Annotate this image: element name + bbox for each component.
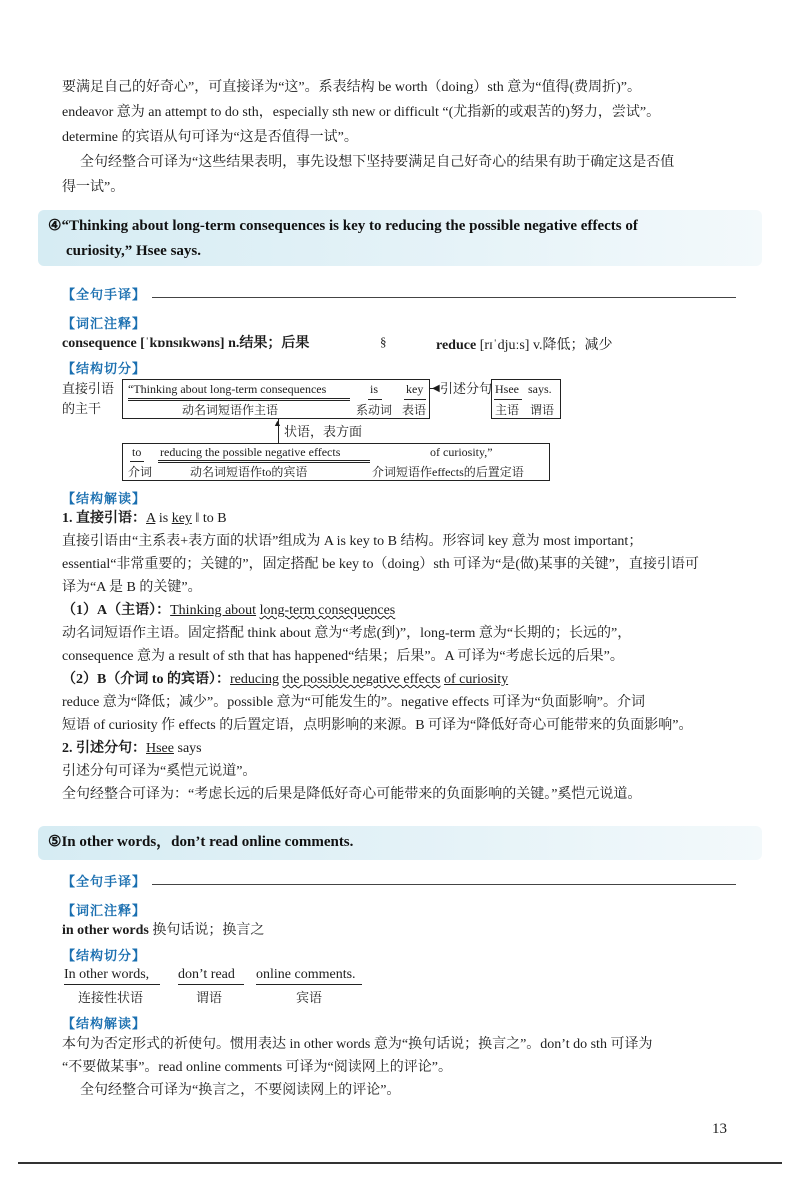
diagram-connector-arrow: ▲	[273, 418, 282, 428]
cut-5-sub-b: 谓语	[196, 990, 223, 1005]
diagram-sub-b: 动名词短语作to的宾语	[190, 465, 308, 479]
cut-5-b: don’t read	[178, 967, 235, 982]
page-number: 13	[712, 1121, 727, 1137]
label-full-translation: 【全句手译】	[62, 288, 147, 303]
label-vocab-5: 【词汇注释】	[62, 904, 147, 919]
diagram-phrase-c: of curiosity,”	[430, 445, 493, 459]
diagram-reporting-label: 引述分句	[440, 381, 493, 396]
explain-1-title: 1. 直接引语：	[62, 511, 146, 526]
explain-2-phrase-1: Hsee	[146, 741, 174, 756]
vocab-in-other-words-word: in other words	[62, 923, 149, 938]
translation-blank-line[interactable]	[152, 297, 736, 298]
diagram-underline-key	[404, 399, 426, 400]
explain-b-phrase-1: reducing	[230, 672, 279, 687]
label-structure-cut-5: 【结构切分】	[62, 949, 147, 964]
explain-1-line-2: essential“非常重要的；关键的”，固定搭配 be key to（doing）sth 可译为“是(做)某事的关键”，直接引语可	[62, 557, 699, 572]
diagram-sub-c: 介词短语作effects的后置定语	[372, 465, 524, 479]
explain-b-phrase-3: of curiosity	[443, 672, 509, 687]
explain-2-line-2: 全句经整合可译为：“考虑长远的后果是降低好奇心可能带来的负面影响的关键。”奚恺元说道。	[62, 787, 642, 802]
vocab-in-other-words-def: 换句话说；换言之	[148, 923, 265, 938]
vocab-in-other-words	[62, 921, 752, 941]
explain-b-line-1: reduce 意为“降低；减少”。possible 意为“可能发生的”。negative effects 可译为“负面影响”。介词	[62, 695, 645, 710]
vocab-consequence	[62, 334, 752, 354]
explain-b-head	[62, 670, 752, 690]
explain-1-line-1: 直接引语由“主系表+表方面的状语”组成为 A is key to B 结构。形容词 key 意为 most important；	[62, 534, 643, 549]
explain-a-line-2: consequence 意为 a result of sth that has happened“结果；后果”。A 可译为“考虑长远的后果”。	[62, 649, 624, 664]
diagram-middle-note: 状语，表方面	[284, 424, 363, 439]
intro-line-4: 全句经整合可译为“这些结果表明，事先设想下坚持要满足自己好奇心的结果有助于确定这是否值	[80, 155, 675, 170]
diagram-to: to	[132, 445, 142, 459]
diagram-sub-key: 表语	[402, 403, 427, 417]
diagram-arrow-head: ◀	[432, 383, 440, 394]
diagram-underline-to	[130, 461, 144, 462]
diagram-key: key	[406, 382, 424, 396]
formula-key: key	[171, 511, 192, 526]
cut-5-a-underline	[64, 984, 160, 985]
explain-a-phrase-1: Thinking about	[170, 603, 257, 618]
diagram-says: says.	[528, 382, 552, 396]
explain-b-title: （2）B（介词 to 的宾语）：	[62, 672, 230, 687]
bottom-rule	[18, 1162, 782, 1164]
diagram-hsee: Hsee	[495, 382, 519, 396]
explain-1-line-3: 译为“A 是 B 的关键”。	[62, 580, 202, 595]
vocab-separator: §	[380, 334, 387, 349]
explain-2-phrase-2: says	[174, 741, 202, 756]
explain-b-phrase-2: the possible negative effects	[282, 672, 441, 687]
diagram-sub-is: 系动词	[356, 403, 393, 417]
vocab-reduce-word: reduce	[436, 338, 477, 353]
explain-a-phrase-2: long-term consequences	[259, 603, 396, 618]
cut-5-sub-c: 宾语	[296, 990, 323, 1005]
section-4-sentence-line-2: curiosity,” Hsee says.	[66, 243, 201, 259]
diagram-sub-a: 动名词短语作主语	[182, 403, 279, 417]
vocab-consequence-text: consequence [ˈkɒnsɪkwəns] n.结果；后果	[62, 336, 310, 351]
explain-a-title: （1）A（主语）：	[62, 603, 171, 618]
explain-a-head	[62, 601, 752, 621]
diagram-sub-says: 谓语	[530, 403, 555, 417]
section-5-sentence: ⑤In other words，don’t read online comments.	[48, 834, 354, 850]
formula-a: A	[146, 511, 156, 526]
diagram-left-label-2: 的主干	[62, 401, 102, 416]
diagram-underline-hsee	[494, 399, 522, 400]
diagram-phrase-a: “Thinking about long-term consequences	[128, 382, 327, 396]
explain-5-line-1: 本句为否定形式的祈使句。惯用表达 in other words 意为“换句话说；换言之”。don’t do sth 可译为	[62, 1037, 653, 1052]
label-full-translation-5: 【全句手译】	[62, 875, 147, 890]
label-structure-cut: 【结构切分】	[62, 362, 147, 377]
diagram-phrase-b: reducing the possible negative effects	[160, 445, 341, 459]
translation-blank-line-5[interactable]	[152, 884, 736, 885]
explain-b-line-2: 短语 of curiosity 作 effects 的后置定语，点明影响的来源。B 可译为“降低好奇心可能带来的负面影响”。	[62, 718, 693, 733]
explain-5-line-2: “不要做某事”。read online comments 可译为“阅读网上的评论”。	[62, 1060, 452, 1075]
label-structure-explain: 【结构解读】	[62, 492, 147, 507]
diagram-sub-to: 介词	[128, 465, 153, 479]
explain-2-head	[62, 739, 752, 759]
vocab-reduce-def: [rɪˈdjuːs] v.降低；减少	[479, 338, 613, 353]
diagram-underline-b	[158, 460, 370, 463]
intro-line-1: 要满足自己的好奇心”，可直接译为“这”。系表结构 be worth（doing）sth 意为“值得(费周折)”。	[62, 80, 641, 95]
diagram-left-label-1: 直接引语	[62, 381, 115, 396]
formula-rest: ‖ to B	[191, 511, 227, 526]
intro-line-2: endeavor 意为 an attempt to do sth，especially sth new or difficult “(尤指新的或艰苦的)努力，尝试”。	[62, 105, 661, 120]
explain-1-head	[62, 509, 752, 529]
cut-5-b-underline	[178, 984, 244, 985]
vocab-reduce	[436, 334, 613, 354]
explain-5-line-3: 全句经整合可译为“换言之，不要阅读网上的评论”。	[80, 1083, 401, 1098]
explain-a-line-1: 动名词短语作主语。固定搭配 think about 意为“考虑(到)”，long-term 意为“长期的；长远的”，	[62, 626, 632, 641]
explain-2-title: 2. 引述分句：	[62, 741, 146, 756]
diagram-underline-is	[368, 399, 382, 400]
label-vocab: 【词汇注释】	[62, 317, 147, 332]
diagram-underline-a	[128, 398, 350, 401]
intro-line-3: determine 的宾语从句可译为“这是否值得一试”。	[62, 130, 358, 145]
cut-5-a: In other words,	[64, 967, 150, 982]
diagram-is: is	[370, 382, 379, 396]
explain-2-line-1: 引述分句可译为“奚恺元说道”。	[62, 764, 257, 779]
intro-line-5: 得一试”。	[62, 180, 125, 195]
formula-is: is	[155, 511, 172, 526]
label-structure-explain-5: 【结构解读】	[62, 1017, 147, 1032]
section-4-sentence-line-1: ④“Thinking about long-term consequences is key to reducing the possible negative effects of	[48, 218, 638, 234]
cut-5-c: online comments.	[256, 967, 356, 982]
cut-5-c-underline	[256, 984, 362, 985]
cut-5-sub-a: 连接性状语	[78, 990, 144, 1005]
diagram-sub-hsee: 主语	[495, 403, 520, 417]
